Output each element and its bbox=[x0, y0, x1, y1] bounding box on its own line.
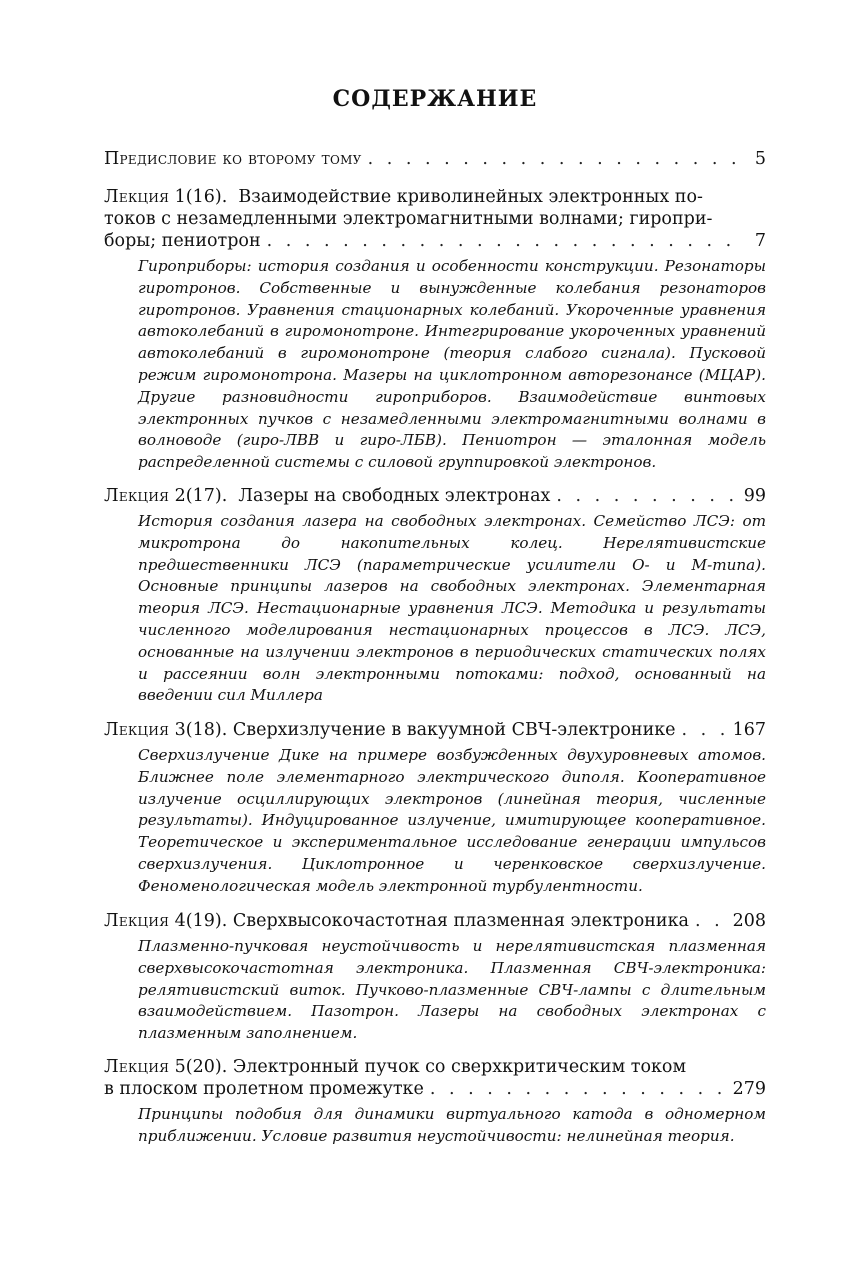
toc-entry-lecture-4[interactable] bbox=[104, 910, 766, 1045]
lecture-number: 3(18). bbox=[174, 720, 228, 740]
lecture-title-cont: токов с незамедленными электромагнитными волнами; гиропри- bbox=[104, 209, 713, 229]
lecture-title: Сверхвысокочастотная плазменная электроника bbox=[232, 911, 689, 931]
dot-leader bbox=[368, 148, 740, 170]
dot-leader bbox=[556, 485, 737, 507]
lecture-annotation: Гироприборы: история создания и особенности конструкции. Резонаторы гиротронов. Собственные и вынужденные колебания резонаторов гиротронов. Уравнения стационарных колебаний. Укороченные уравнения автоколебаний в гиромонотроне. Интегрирование укороченных уравнений автоколебаний в гиромонотроне (теория слабого сигнала). Пусковой режим гиромонотрона. Мазеры на циклотронном авторезонансе (МЦАР). Другие разновидности гироприборов. Взаимодействие винтовых электронных пучков с незамедленными электромагнитными волнами в волноводе (гиро-ЛВВ и гиро-ЛБВ). Пениотрон — эталонная модель распределенной системы с силовой группировкой электронов. bbox=[138, 257, 766, 472]
lecture-prefix: Лекция bbox=[104, 911, 170, 931]
lecture-number: 4(19). bbox=[174, 911, 228, 931]
toc-page-number: 5 bbox=[754, 149, 766, 169]
toc-entry-lecture-5[interactable] bbox=[104, 1056, 766, 1148]
toc-entry-preface[interactable] bbox=[104, 148, 766, 170]
toc-page-number: 279 bbox=[732, 1079, 766, 1099]
lecture-title: Электронный пучок со сверхкритическим током bbox=[232, 1057, 687, 1077]
lecture-number: 1(16). bbox=[174, 187, 228, 207]
toc-entry-lecture-2[interactable] bbox=[104, 485, 766, 707]
lecture-number: 5(20). bbox=[174, 1057, 228, 1077]
toc-entry-lecture-1[interactable] bbox=[104, 186, 766, 474]
lecture-title-cont: боры; пениотрон bbox=[104, 231, 261, 251]
lecture-annotation: История создания лазера на свободных электронах. Семейство ЛСЭ: от микротрона до накопительных колец. Нерелятивистские предшественники ЛСЭ (параметрические усилители О- и М-типа). Основные принципы лазеров на свободных электронах. Элементарная теория ЛСЭ. Нестационарные уравнения ЛСЭ. Методика и результаты численного моделирования нестационарных процессов в ЛСЭ. ЛСЭ, основанные на излучении электронов в периодических статических полях и рассеянии волн электронными потоками: подход, основанный на введении сил Миллера bbox=[138, 512, 766, 705]
lecture-title: Взаимодействие криволинейных электронных по- bbox=[238, 187, 703, 207]
page-title: СОДЕРЖАНИЕ bbox=[332, 86, 538, 112]
lecture-prefix: Лекция bbox=[104, 720, 170, 740]
lecture-number: 2(17). bbox=[174, 486, 228, 506]
lecture-title: Лазеры на свободных электронах bbox=[238, 486, 551, 506]
toc-entry-lecture-3[interactable] bbox=[104, 719, 766, 898]
lecture-title-cont: в плоском пролетном промежутке bbox=[104, 1079, 424, 1099]
lecture-prefix: Лекция bbox=[104, 187, 170, 207]
lecture-annotation: Плазменно-пучковая неустойчивость и нерелятивистская плазменная сверхвысокочастотная электроника. Плазменная СВЧ-электроника: релятивистский виток. Пучково-плазменные СВЧ-лампы с длительным взаимодействием. Пазотрон. Лазеры на свободных электронах с плазменным заполнением. bbox=[138, 937, 766, 1043]
lecture-prefix: Лекция bbox=[104, 1057, 170, 1077]
dot-leader bbox=[695, 910, 727, 932]
toc-entry-label: Предисловие ко второму тому bbox=[104, 149, 362, 169]
lecture-annotation: Принципы подобия для динамики виртуального катода в одномерном приближении. Условие развития неустойчивости: нелинейная теория. bbox=[138, 1105, 766, 1145]
dot-leader bbox=[267, 230, 740, 252]
lecture-title: Сверхизлучение в вакуумной СВЧ-электронике bbox=[232, 720, 676, 740]
dot-leader bbox=[430, 1078, 727, 1100]
lecture-prefix: Лекция bbox=[104, 486, 170, 506]
dot-leader bbox=[682, 719, 727, 741]
toc-page-number: 99 bbox=[743, 486, 766, 506]
toc-page-number: 7 bbox=[754, 231, 766, 251]
toc-page-number: 167 bbox=[732, 720, 766, 740]
lecture-annotation: Сверхизлучение Дике на примере возбужденных двухуровневых атомов. Ближнее поле элементарного электрического диполя. Кооперативное излучение осциллирующих электронов (линейная теория, численные результаты). Индуцированное излучение, имитирующее кооперативное. Теоретическое и экспериментальное исследование генерации импульсов сверхизлучения. Циклотронное и черенковское сверхизлучение. Феноменологическая модель электронной турбулентности. bbox=[138, 746, 766, 895]
toc-page-number: 208 bbox=[732, 911, 766, 931]
